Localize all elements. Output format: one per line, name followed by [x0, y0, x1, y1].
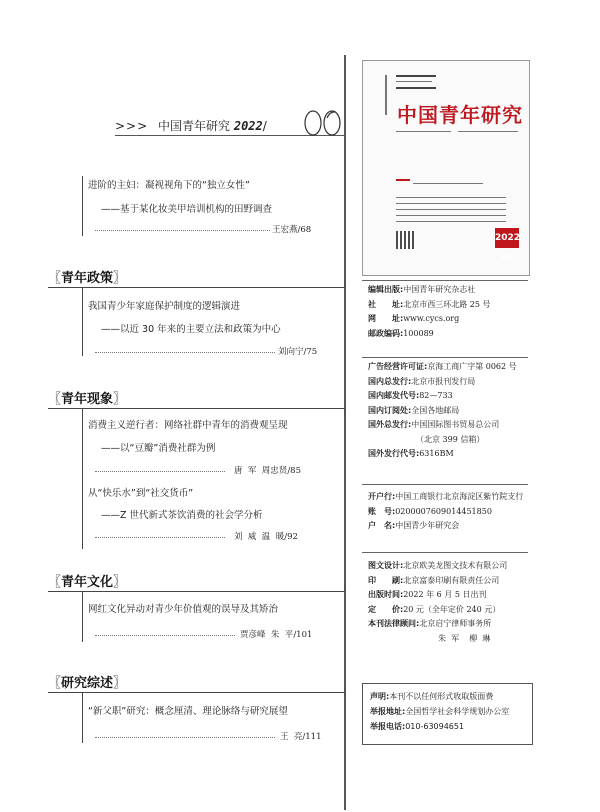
article-page: /92 — [284, 532, 298, 542]
section-tick — [82, 409, 83, 549]
article-byline — [280, 730, 344, 742]
article-authors: 刘 威 温 暖 — [234, 532, 285, 542]
print-info: 图文设计:北京欧美龙图文技术有限公司 印 刷:北京富泰印刷有限责任公司 出版时间:2022 年 6 月 5 日出刊 定 价:20 元（全年定价 240 元） 本刊法律顾问:北京启宁律师事务所 朱 军 柳 琳 — [368, 561, 508, 643]
bank-info: 开户行:中国工商银行北京海淀区紫竹院支行 账 号:0200007609014451850 户 名:中国青少年研究会 — [368, 492, 524, 530]
section-tick — [82, 592, 83, 642]
article-byline — [278, 345, 344, 357]
article-title[interactable]: 网红文化异动对青少年价值观的误导及其矫治 — [88, 604, 279, 615]
section-heading: 〖青年文化〗 — [48, 575, 127, 590]
section-heading: 〖青年政策〗 — [48, 271, 127, 286]
article-title[interactable]: 消费主义逆行者：网络社群中青年的消费观呈现 — [88, 420, 288, 431]
article-authors: 王宏燕 — [272, 225, 298, 235]
cover-title: 中国青年研究 — [397, 103, 523, 127]
article-byline — [272, 223, 342, 235]
section-rule — [48, 591, 345, 592]
column-divider — [344, 55, 346, 810]
article-title[interactable]: 进阶的主妇：凝视视角下的“独立女性” — [88, 180, 250, 191]
issue-number-graphic — [303, 108, 343, 138]
info-divider — [362, 552, 528, 553]
article-byline — [234, 464, 344, 476]
cover-issue-badge: 2022 06 — [495, 228, 519, 248]
article-title[interactable]: “新父职”研究：概念厘清、理论脉络与研究展望 — [88, 706, 288, 717]
article-page: /68 — [297, 225, 312, 235]
article-authors: 王 亮 — [280, 732, 303, 742]
article-page: /75 — [303, 347, 318, 357]
article-subtitle: ——以近 30 年来的主要立法和政策为中心 — [101, 324, 281, 335]
cover-thumbnail[interactable] — [362, 60, 530, 276]
section-tick — [82, 288, 83, 356]
article-byline — [240, 628, 344, 640]
section-heading: 〖研究综述〗 — [48, 676, 127, 691]
info-divider — [362, 280, 528, 281]
distribution-info: 广告经营许可证:京海工商广字第 0062 号 国内总发行:北京市报刊发行局 国内邮发代号:82—733 国内订阅处:全国各地邮局 国外总发行:中国国际图书贸易总公司 （北京 399 信箱） 国外发行代号:6316BM — [368, 362, 517, 458]
leader-dots — [95, 635, 235, 636]
leader-dots — [95, 537, 225, 538]
qr-code-icon — [396, 231, 414, 249]
publisher-info: 编辑出版:中国青年研究杂志社 社 址:北京市西三环北路 25 号 网 址:www.cycs.org 邮政编码:100089 — [368, 285, 491, 338]
section-rule — [48, 287, 345, 288]
section-tick — [82, 176, 83, 236]
info-divider — [362, 357, 528, 358]
leader-dots — [95, 230, 270, 231]
section-tick — [82, 693, 83, 743]
article-page: /101 — [293, 630, 313, 640]
article-subtitle: ——以“豆瓣”消费社群为例 — [101, 443, 216, 454]
issue-number — [303, 108, 329, 134]
article-subtitle: ——基于某化妆美甲培训机构的田野调查 — [101, 204, 273, 215]
article-authors: 贾彦峰 朱 平 — [240, 630, 294, 640]
article-authors: 唐 军 周忠贤 — [234, 466, 288, 476]
article-subtitle: ——Z 世代新式茶饮消费的社会学分析 — [101, 510, 263, 521]
section-heading: 〖青年现象〗 — [48, 392, 127, 407]
journal-name: 中国青年研究 — [158, 119, 231, 133]
article-page: /85 — [287, 466, 301, 476]
leader-dots — [95, 471, 225, 472]
info-divider — [362, 484, 528, 485]
leader-dots — [95, 737, 275, 738]
article-authors: 刘向宁 — [278, 347, 304, 357]
section-rule — [48, 408, 345, 409]
journal-header: >>> 中国青年研究 2022/ — [115, 119, 267, 133]
chevrons-icon: >>> — [115, 119, 149, 133]
article-byline — [234, 530, 344, 542]
article-title[interactable]: 从“快乐水”到“社交货币” — [88, 488, 194, 499]
notice-box: 声明:本刊不以任何形式收取版面费 举报地址:全国哲学社会科学规划办公室 举报电话:010-63094651 — [362, 683, 533, 745]
article-page: /111 — [302, 732, 322, 742]
article-title[interactable]: 我国青少年家庭保护制度的逻辑演进 — [88, 301, 241, 312]
leader-dots — [95, 352, 275, 353]
issue-year: 2022 — [233, 119, 263, 133]
section-rule — [48, 692, 345, 693]
